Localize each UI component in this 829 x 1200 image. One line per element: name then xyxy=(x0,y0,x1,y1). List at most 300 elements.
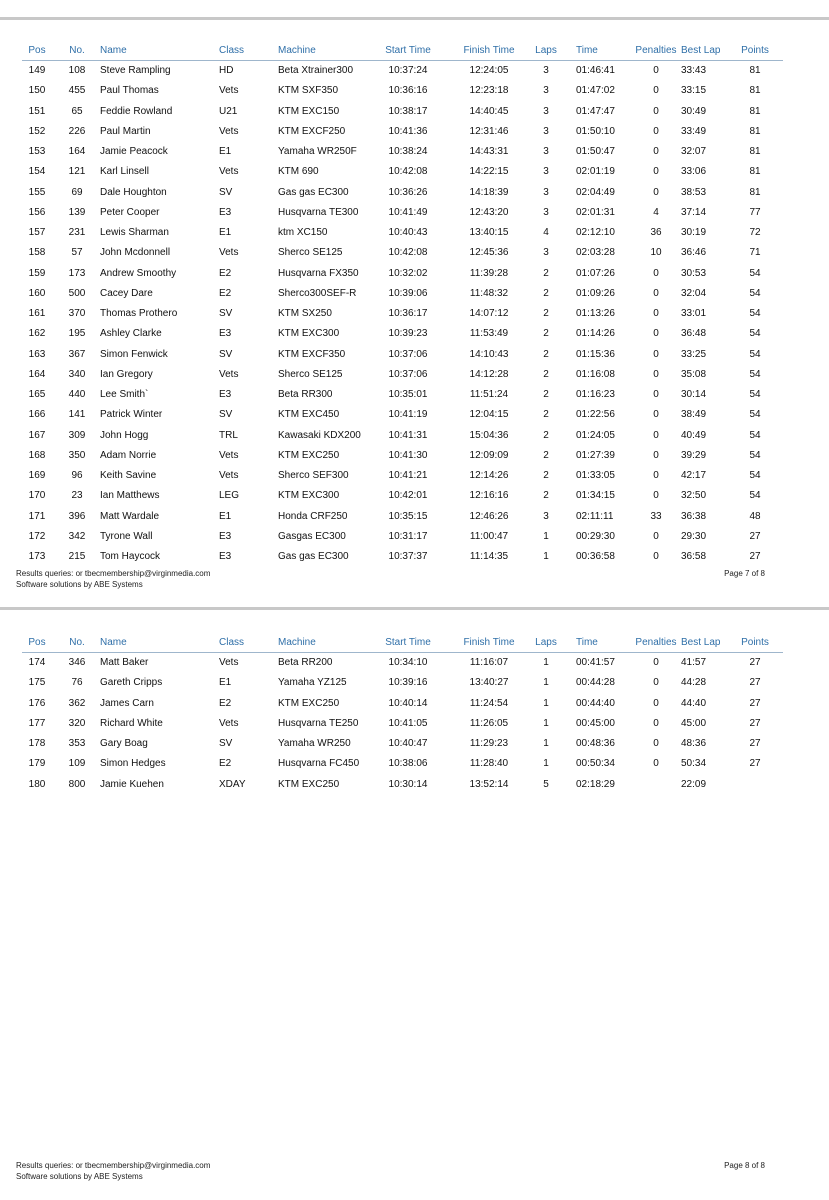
cell-no: 362 xyxy=(68,697,86,709)
column-header-pos: Pos xyxy=(28,637,46,648)
cell-laps: 3 xyxy=(543,510,549,522)
cell-time: 01:14:26 xyxy=(576,328,615,340)
cell-start-time: 10:37:24 xyxy=(388,65,428,76)
cell-penalties: 0 xyxy=(653,758,659,770)
cell-best-lap: 44:40 xyxy=(681,697,707,709)
cell-machine: Husqvarna FX350 xyxy=(278,267,359,279)
cell-penalties: 33 xyxy=(650,510,662,522)
cell-best-lap: 42:17 xyxy=(681,470,707,481)
cell-name: Paul Thomas xyxy=(100,85,159,97)
cell-time: 01:46:41 xyxy=(576,65,615,76)
cell-penalties: 36 xyxy=(650,227,662,238)
cell-no: 342 xyxy=(68,530,86,542)
cell-time: 02:01:31 xyxy=(576,206,615,218)
cell-name: Ian Matthews xyxy=(100,490,160,502)
cell-no: 108 xyxy=(68,65,86,76)
table-row xyxy=(0,714,829,734)
cell-time: 00:50:34 xyxy=(576,758,615,770)
cell-no: 320 xyxy=(68,717,86,729)
cell-start-time: 10:30:14 xyxy=(388,778,428,790)
column-header-start-time: Start Time xyxy=(385,637,431,648)
cell-pos: 162 xyxy=(28,328,46,340)
cell-machine: Beta RR200 xyxy=(278,657,333,668)
cell-pos: 170 xyxy=(28,490,46,502)
cell-name: Andrew Smoothy xyxy=(100,267,177,279)
cell-machine: KTM SX250 xyxy=(278,308,332,319)
cell-machine: Husqvarna FC450 xyxy=(278,758,360,770)
cell-points: 54 xyxy=(749,308,761,319)
table-row xyxy=(0,673,829,693)
cell-best-lap: 36:46 xyxy=(681,247,707,259)
cell-start-time: 10:39:16 xyxy=(388,677,428,689)
column-header-penalties: Penalties xyxy=(635,45,677,56)
cell-pos: 180 xyxy=(28,778,46,790)
cell-penalties: 0 xyxy=(653,146,659,157)
cell-best-lap: 33:25 xyxy=(681,348,707,360)
cell-no: 69 xyxy=(71,186,83,198)
column-header-laps: Laps xyxy=(535,637,557,648)
cell-name: Matt Wardale xyxy=(100,510,160,522)
cell-finish-time: 11:24:54 xyxy=(469,697,509,709)
column-header-time: Time xyxy=(576,637,598,648)
cell-name: Dale Houghton xyxy=(100,186,167,198)
cell-class: Vets xyxy=(219,85,239,97)
cell-no: 195 xyxy=(68,328,86,340)
cell-start-time: 10:41:30 xyxy=(388,449,428,461)
column-header-class: Class xyxy=(219,637,245,648)
cell-name: Paul Martin xyxy=(100,125,151,137)
column-header-points: Points xyxy=(741,45,769,56)
cell-class: SV xyxy=(219,308,233,319)
cell-best-lap: 22:09 xyxy=(681,778,707,790)
cell-best-lap: 30:53 xyxy=(681,267,707,279)
cell-pos: 165 xyxy=(28,389,46,400)
cell-name: Lewis Sharman xyxy=(100,227,169,238)
cell-machine: Yamaha WR250F xyxy=(278,146,357,157)
cell-laps: 2 xyxy=(543,449,549,461)
cell-machine: Sherco SEF300 xyxy=(278,470,349,481)
cell-start-time: 10:36:17 xyxy=(388,308,428,319)
cell-no: 800 xyxy=(68,778,86,790)
cell-laps: 1 xyxy=(543,738,549,749)
cell-penalties: 0 xyxy=(653,328,659,340)
cell-time: 02:03:28 xyxy=(576,247,615,259)
column-header-finish-time: Finish Time xyxy=(463,45,515,56)
cell-best-lap: 45:00 xyxy=(681,717,707,729)
cell-pos: 173 xyxy=(28,551,46,562)
cell-best-lap: 33:43 xyxy=(681,65,707,76)
cell-finish-time: 11:28:40 xyxy=(469,758,509,770)
cell-machine: Sherco SE125 xyxy=(278,247,343,259)
cell-penalties: 0 xyxy=(653,368,659,380)
column-header-no: No. xyxy=(69,45,85,56)
cell-points: 54 xyxy=(749,389,761,400)
cell-laps: 3 xyxy=(543,186,549,198)
cell-no: 309 xyxy=(68,429,86,441)
cell-best-lap: 41:57 xyxy=(681,657,707,668)
cell-start-time: 10:38:24 xyxy=(388,146,428,157)
cell-finish-time: 13:52:14 xyxy=(469,778,509,790)
cell-class: E2 xyxy=(219,697,232,709)
cell-start-time: 10:37:06 xyxy=(388,348,428,360)
cell-no: 350 xyxy=(68,449,86,461)
cell-machine: KTM EXCF350 xyxy=(278,348,346,360)
cell-time: 00:45:00 xyxy=(576,717,615,729)
cell-time: 01:16:23 xyxy=(576,389,615,400)
cell-time: 00:48:36 xyxy=(576,738,615,749)
cell-machine: Beta Xtrainer300 xyxy=(278,65,354,76)
cell-points: 81 xyxy=(749,146,761,157)
cell-pos: 169 xyxy=(28,470,46,481)
results-queries-text: Results queries: or tbecmembership@virginmedia.com xyxy=(16,569,211,578)
cell-class: E3 xyxy=(219,389,232,400)
cell-class: Vets xyxy=(219,449,239,461)
cell-no: 370 xyxy=(68,308,86,319)
cell-points: 27 xyxy=(749,697,761,709)
cell-no: 139 xyxy=(68,206,86,218)
cell-name: Tyrone Wall xyxy=(100,530,153,542)
cell-points: 81 xyxy=(749,105,761,117)
cell-penalties: 0 xyxy=(653,490,659,502)
cell-points: 81 xyxy=(749,85,761,97)
cell-points: 54 xyxy=(749,490,761,502)
cell-pos: 159 xyxy=(28,267,46,279)
cell-name: John Mcdonnell xyxy=(100,247,171,259)
cell-points: 54 xyxy=(749,409,761,421)
cell-laps: 3 xyxy=(543,247,549,259)
cell-pos: 171 xyxy=(28,510,46,522)
column-header-laps: Laps xyxy=(535,45,557,56)
cell-class: E1 xyxy=(219,677,232,689)
cell-name: James Carn xyxy=(100,697,154,709)
cell-time: 01:22:56 xyxy=(576,409,615,421)
results-table-header xyxy=(0,635,829,651)
cell-laps: 1 xyxy=(543,697,549,709)
cell-machine: Yamaha WR250 xyxy=(278,738,351,749)
cell-machine: KTM EXC250 xyxy=(278,778,340,790)
cell-laps: 2 xyxy=(543,267,549,279)
cell-finish-time: 11:26:05 xyxy=(469,717,509,729)
cell-best-lap: 50:34 xyxy=(681,758,707,770)
cell-class: SV xyxy=(219,348,233,360)
cell-name: Richard White xyxy=(100,717,163,729)
cell-penalties: 0 xyxy=(653,551,659,562)
cell-time: 01:16:08 xyxy=(576,368,615,380)
cell-pos: 158 xyxy=(28,247,46,259)
column-header-name: Name xyxy=(100,45,127,56)
cell-laps: 2 xyxy=(543,287,549,299)
cell-penalties: 10 xyxy=(650,247,662,259)
cell-finish-time: 11:48:32 xyxy=(469,287,509,299)
cell-finish-time: 12:45:36 xyxy=(469,247,509,259)
cell-pos: 153 xyxy=(28,146,46,157)
cell-machine: Kawasaki KDX200 xyxy=(278,429,361,441)
cell-no: 173 xyxy=(68,267,86,279)
cell-start-time: 10:35:01 xyxy=(388,389,428,400)
cell-name: Cacey Dare xyxy=(100,287,153,299)
cell-class: Vets xyxy=(219,368,239,380)
cell-points: 54 xyxy=(749,328,761,340)
cell-machine: KTM EXC250 xyxy=(278,449,340,461)
cell-class: Vets xyxy=(219,166,239,178)
cell-machine: Husqvarna TE250 xyxy=(278,717,359,729)
cell-pos: 155 xyxy=(28,186,46,198)
cell-pos: 156 xyxy=(28,206,46,218)
cell-no: 109 xyxy=(68,758,86,770)
cell-finish-time: 11:53:49 xyxy=(469,328,509,340)
cell-laps: 3 xyxy=(543,85,549,97)
cell-finish-time: 12:04:15 xyxy=(469,409,509,421)
cell-best-lap: 33:49 xyxy=(681,125,707,137)
cell-best-lap: 30:19 xyxy=(681,227,707,238)
cell-points: 54 xyxy=(749,449,761,461)
cell-start-time: 10:38:17 xyxy=(388,105,428,117)
cell-finish-time: 14:22:15 xyxy=(469,166,509,178)
cell-finish-time: 14:43:31 xyxy=(469,146,509,157)
cell-finish-time: 11:14:35 xyxy=(469,551,509,562)
cell-time: 01:47:47 xyxy=(576,105,615,117)
cell-time: 01:50:10 xyxy=(576,125,615,137)
cell-pos: 160 xyxy=(28,287,46,299)
cell-no: 367 xyxy=(68,348,86,360)
cell-start-time: 10:41:19 xyxy=(388,409,428,421)
cell-no: 500 xyxy=(68,287,86,299)
cell-laps: 2 xyxy=(543,368,549,380)
cell-no: 23 xyxy=(71,490,83,502)
cell-start-time: 10:41:36 xyxy=(388,125,428,137)
cell-no: 340 xyxy=(68,368,86,380)
software-credit-text: Software solutions by ABE Systems xyxy=(16,580,143,589)
cell-pos: 168 xyxy=(28,449,46,461)
cell-pos: 150 xyxy=(28,85,46,97)
cell-best-lap: 36:48 xyxy=(681,328,707,340)
cell-class: TRL xyxy=(219,429,238,441)
column-header-best-lap: Best Lap xyxy=(681,637,721,648)
column-header-finish-time: Finish Time xyxy=(463,637,515,648)
cell-finish-time: 14:07:12 xyxy=(469,308,509,319)
cell-no: 396 xyxy=(68,510,86,522)
cell-laps: 2 xyxy=(543,389,549,400)
table-row xyxy=(0,694,829,714)
cell-class: E2 xyxy=(219,287,232,299)
cell-time: 02:18:29 xyxy=(576,778,615,790)
cell-finish-time: 14:12:28 xyxy=(469,368,509,380)
cell-penalties: 0 xyxy=(653,186,659,198)
cell-best-lap: 33:15 xyxy=(681,85,707,97)
cell-class: SV xyxy=(219,409,233,421)
cell-best-lap: 48:36 xyxy=(681,738,707,749)
cell-class: U21 xyxy=(219,105,238,117)
cell-finish-time: 15:04:36 xyxy=(469,429,509,441)
cell-pos: 166 xyxy=(28,409,46,421)
cell-pos: 152 xyxy=(28,125,46,137)
cell-laps: 3 xyxy=(543,206,549,218)
cell-finish-time: 14:40:45 xyxy=(469,105,509,117)
cell-start-time: 10:41:31 xyxy=(388,429,428,441)
cell-finish-time: 11:00:47 xyxy=(469,530,509,542)
cell-machine: Gas gas EC300 xyxy=(278,551,349,562)
cell-best-lap: 37:14 xyxy=(681,206,707,218)
software-credit-text: Software solutions by ABE Systems xyxy=(16,1172,143,1181)
cell-best-lap: 38:53 xyxy=(681,186,707,198)
cell-finish-time: 12:43:20 xyxy=(469,206,509,218)
cell-points: 54 xyxy=(749,348,761,360)
cell-laps: 1 xyxy=(543,717,549,729)
cell-class: HD xyxy=(219,65,234,76)
column-header-best-lap: Best Lap xyxy=(681,45,721,56)
cell-start-time: 10:42:08 xyxy=(388,247,428,259)
cell-no: 455 xyxy=(68,85,86,97)
cell-name: Simon Hedges xyxy=(100,758,166,770)
cell-class: XDAY xyxy=(219,778,246,790)
cell-start-time: 10:41:21 xyxy=(388,470,428,481)
cell-pos: 175 xyxy=(28,677,46,689)
cell-machine: KTM 690 xyxy=(278,166,319,178)
cell-best-lap: 44:28 xyxy=(681,677,707,689)
cell-start-time: 10:40:14 xyxy=(388,697,428,709)
cell-start-time: 10:36:26 xyxy=(388,186,428,198)
cell-class: E2 xyxy=(219,758,232,770)
cell-time: 01:33:05 xyxy=(576,470,615,481)
cell-machine: KTM EXC300 xyxy=(278,328,340,340)
cell-no: 164 xyxy=(68,146,86,157)
cell-name: Ashley Clarke xyxy=(100,328,162,340)
cell-finish-time: 11:29:23 xyxy=(469,738,509,749)
cell-time: 01:24:05 xyxy=(576,429,615,441)
cell-class: E1 xyxy=(219,146,232,157)
cell-class: E3 xyxy=(219,551,232,562)
cell-time: 02:12:10 xyxy=(576,227,615,238)
cell-penalties: 0 xyxy=(653,389,659,400)
cell-points: 27 xyxy=(749,657,761,668)
cell-machine: Yamaha YZ125 xyxy=(278,677,347,689)
cell-no: 121 xyxy=(68,166,86,178)
cell-class: Vets xyxy=(219,470,239,481)
cell-class: Vets xyxy=(219,125,239,137)
cell-points: 54 xyxy=(749,429,761,441)
cell-pos: 154 xyxy=(28,166,46,178)
cell-penalties: 4 xyxy=(653,206,659,218)
cell-time: 00:44:40 xyxy=(576,697,615,709)
cell-best-lap: 33:06 xyxy=(681,166,707,178)
cell-pos: 149 xyxy=(28,65,46,76)
cell-time: 01:15:36 xyxy=(576,348,615,360)
cell-finish-time: 12:46:26 xyxy=(469,510,509,522)
cell-pos: 174 xyxy=(28,657,46,668)
cell-name: Karl Linsell xyxy=(100,166,149,178)
column-header-points: Points xyxy=(741,637,769,648)
cell-time: 00:41:57 xyxy=(576,657,615,668)
cell-name: Matt Baker xyxy=(100,657,149,668)
cell-name: Keith Savine xyxy=(100,470,157,481)
cell-laps: 2 xyxy=(543,328,549,340)
table-row xyxy=(0,653,829,673)
column-header-pos: Pos xyxy=(28,45,46,56)
cell-penalties: 0 xyxy=(653,65,659,76)
page-footer xyxy=(16,1160,210,1182)
cell-laps: 1 xyxy=(543,657,549,668)
cell-machine: KTM EXCF250 xyxy=(278,125,346,137)
cell-start-time: 10:39:23 xyxy=(388,328,428,340)
cell-time: 01:27:39 xyxy=(576,449,615,461)
cell-name: Lee Smith` xyxy=(100,389,149,400)
cell-start-time: 10:31:17 xyxy=(388,530,428,542)
cell-finish-time: 14:18:39 xyxy=(469,186,509,198)
cell-class: E1 xyxy=(219,227,232,238)
cell-machine: ktm XC150 xyxy=(278,227,328,238)
cell-penalties: 0 xyxy=(653,267,659,279)
cell-laps: 5 xyxy=(543,778,549,790)
cell-penalties: 0 xyxy=(653,308,659,319)
cell-machine: KTM EXC450 xyxy=(278,409,340,421)
cell-class: E1 xyxy=(219,510,232,522)
cell-laps: 2 xyxy=(543,348,549,360)
cell-penalties: 0 xyxy=(653,287,659,299)
cell-no: 346 xyxy=(68,657,86,668)
cell-name: Peter Cooper xyxy=(100,206,160,218)
cell-penalties: 0 xyxy=(653,85,659,97)
cell-pos: 172 xyxy=(28,530,46,542)
cell-no: 215 xyxy=(68,551,86,562)
column-header-time: Time xyxy=(576,45,598,56)
cell-points: 81 xyxy=(749,186,761,198)
cell-penalties: 0 xyxy=(653,409,659,421)
cell-finish-time: 12:24:05 xyxy=(469,65,509,76)
cell-points: 81 xyxy=(749,166,761,178)
cell-laps: 2 xyxy=(543,429,549,441)
cell-start-time: 10:41:05 xyxy=(388,717,428,729)
cell-start-time: 10:40:47 xyxy=(388,738,428,749)
cell-pos: 177 xyxy=(28,717,46,729)
cell-name: Gareth Cripps xyxy=(100,677,163,689)
cell-points: 27 xyxy=(749,677,761,689)
cell-machine: Sherco SE125 xyxy=(278,368,343,380)
cell-best-lap: 36:38 xyxy=(681,510,707,522)
cell-no: 231 xyxy=(68,227,86,238)
cell-machine: KTM EXC150 xyxy=(278,105,340,117)
cell-class: SV xyxy=(219,186,233,198)
cell-best-lap: 29:30 xyxy=(681,530,707,542)
cell-start-time: 10:32:02 xyxy=(388,267,428,279)
cell-best-lap: 35:08 xyxy=(681,368,707,380)
cell-class: E2 xyxy=(219,267,232,279)
cell-finish-time: 14:10:43 xyxy=(469,348,509,360)
cell-best-lap: 36:58 xyxy=(681,551,707,562)
cell-class: SV xyxy=(219,738,233,749)
table-row xyxy=(0,734,829,754)
cell-best-lap: 40:49 xyxy=(681,429,707,441)
column-header-no: No. xyxy=(69,637,85,648)
cell-best-lap: 39:29 xyxy=(681,449,707,461)
cell-laps: 3 xyxy=(543,146,549,157)
cell-name: Adam Norrie xyxy=(100,449,157,461)
cell-laps: 3 xyxy=(543,166,549,178)
cell-class: E3 xyxy=(219,530,232,542)
cell-pos: 157 xyxy=(28,227,46,238)
cell-pos: 164 xyxy=(28,368,46,380)
cell-best-lap: 30:14 xyxy=(681,389,707,400)
cell-best-lap: 33:01 xyxy=(681,308,707,319)
cell-finish-time: 13:40:27 xyxy=(469,677,509,689)
cell-class: Vets xyxy=(219,717,239,729)
cell-best-lap: 32:07 xyxy=(681,146,707,157)
cell-finish-time: 12:31:46 xyxy=(469,125,509,137)
cell-penalties: 0 xyxy=(653,348,659,360)
table-row xyxy=(0,775,829,795)
cell-time: 00:29:30 xyxy=(576,530,615,542)
cell-points: 27 xyxy=(749,738,761,749)
cell-name: Ian Gregory xyxy=(100,368,153,380)
